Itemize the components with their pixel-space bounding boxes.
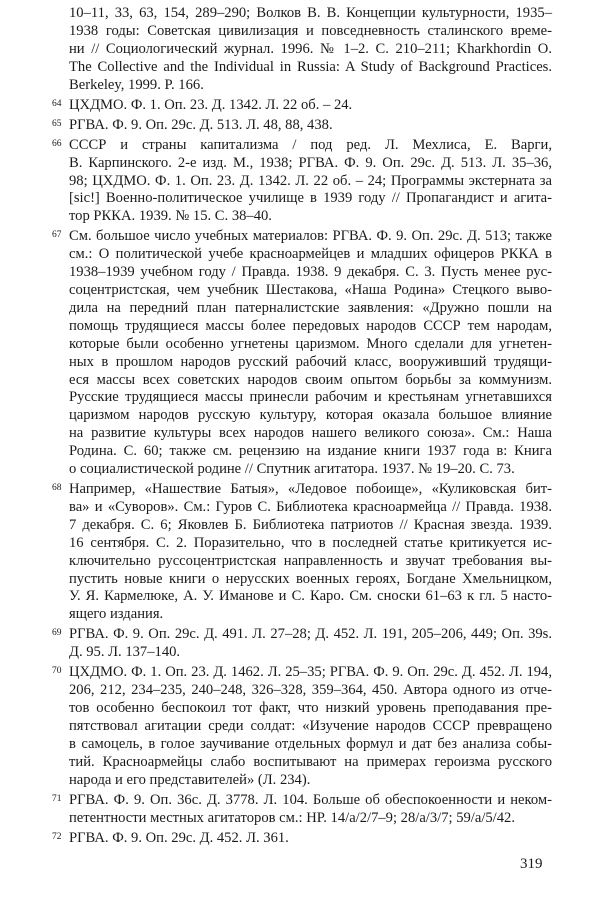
footnote-line: соцентристская, чем учебник Шестакова, «Наша Родина» Стецкого выво- xyxy=(69,282,552,299)
footnote-line: которые были особенно угнетены царизмом. Много сделали для угнетен- xyxy=(69,335,552,352)
footnote-number: 66 xyxy=(52,138,62,149)
footnote-line: 206, 212, 234–235, 240–248, 326–328, 359–364, 450. Автора одного из отче- xyxy=(69,682,552,699)
footnote-line: 10–11, 33, 63, 154, 289–290; Волков В. В. Концепции культурности, 1935– xyxy=(69,5,552,21)
footnote-line: ни // Социологический журнал. 1996. № 1–2. С. 210–211; Kharkhordin O. xyxy=(69,40,552,57)
footnote-number: 71 xyxy=(52,793,62,804)
footnote-line: Berkeley, 1999. P. 166. xyxy=(69,76,204,93)
footnote xyxy=(52,116,552,135)
footnote-number: 68 xyxy=(52,483,62,494)
footnote-line: РГВА. Ф. 9. Оп. 29с. Д. 513. Л. 48, 88, 438. xyxy=(69,116,333,133)
footnote-number: 70 xyxy=(52,666,62,677)
footnote-line: в самоцель, в голое заучивание отдельных формул и дат без анализа собы- xyxy=(69,735,552,752)
footnote xyxy=(69,5,552,94)
footnote-line: У. Я. Кармелюке, А. У. Иманове и С. Каро. См. сноски 61–63 к гл. 5 насто- xyxy=(69,588,552,605)
footnote-line: СССР и страны капитализма / под ред. Л. Мехлиса, Е. Варги, xyxy=(69,136,552,153)
footnote xyxy=(52,829,552,848)
footnote-line: Например, «Нашествие Батыя», «Ледовое побоище», «Куликовская бит- xyxy=(69,481,552,498)
footnotes-block xyxy=(52,5,552,850)
footnote-line: тов особенно беспокоил тот факт, что низкий уровень преподавания пре- xyxy=(69,700,552,717)
page-number: 319 xyxy=(520,856,543,872)
footnote-line: 98; ЦХДМО. Ф. 1. Оп. 23. Д. 1342. Л. 22 об. – 24; Программы экстерната за xyxy=(69,172,552,189)
footnote-line: петентности местных агитаторов см.: HP. 14/a/2/7–9; 28/a/3/7; 59/a/5/42. xyxy=(69,809,515,826)
footnote-line: РГВА. Ф. 9. Оп. 36с. Д. 3778. Л. 104. Больше об обеспокоенности и неком- xyxy=(69,791,552,808)
footnote-line: РГВА. Ф. 9. Оп. 29с. Д. 491. Л. 27–28; Д. 452. Л. 191, 205–206, 449; Оп. 39s. xyxy=(69,626,552,643)
footnote-line: пустить новые книги о нерусских военных героях, Богдане Хмельницком, xyxy=(69,570,552,587)
footnote-line: Родина. С. 60; также см. рецензию на издание книги 1937 года в: Книга xyxy=(69,443,552,460)
footnote-line: РГВА. Ф. 9. Оп. 29с. Д. 452. Л. 361. xyxy=(69,829,289,846)
footnote-line: помощь трудящиеся массы более передовых народов СССР тем народам, xyxy=(69,317,552,334)
footnote-line: См. большое число учебных материалов: РГВА. Ф. 9. Оп. 29с. Д. 513; также xyxy=(69,228,552,245)
footnote-line: 16 сентября. С. 2. Поразительно, что в последней статье критикуется ис- xyxy=(69,534,552,551)
footnote xyxy=(52,228,552,478)
footnote-line: тор РККА. 1939. № 15. С. 38–40. xyxy=(69,208,272,225)
footnote-line: В. Карпинского. 2-е изд. М., 1938; РГВА. Ф. 9. Оп. 29с. Д. 513. Л. 35–36, xyxy=(69,154,552,171)
footnote-line: The Collective and the Individual in Russia: A Study of Background Practices. xyxy=(69,58,552,75)
footnote-line: пятствовал агитации среди солдат: «Изучение народов СССР превращено xyxy=(69,718,552,735)
footnote xyxy=(52,96,552,115)
footnote-line: ЦХДМО. Ф. 1. Оп. 23. Д. 1342. Л. 22 об. – 24. xyxy=(69,96,353,113)
footnote-number: 67 xyxy=(52,230,62,241)
footnote xyxy=(52,481,552,624)
footnote xyxy=(52,626,552,662)
footnote-line: см.: О политической учебе красноармейцев и младших офицеров РККА в xyxy=(69,246,552,263)
footnote xyxy=(52,664,552,789)
footnote-line: Д. 95. Л. 137–140. xyxy=(69,644,181,661)
footnote-line: 1938–1939 учебном году / Правда. 1938. 9 декабря. С. 3. Пусть менее рус- xyxy=(69,264,552,281)
footnote-number: 64 xyxy=(52,98,62,109)
footnote-number: 69 xyxy=(52,628,62,639)
footnote-line: царизмом народов русскую культуру, которая оказала большое влияние xyxy=(69,407,552,424)
footnote-line: ных в прошлом народов русский рабочий класс, вооруживший трудящи- xyxy=(69,353,552,370)
footnote-line: тий. Красноармейцы слабо воспитывают на примерах героизма русского xyxy=(69,753,552,770)
footnote-line: Русские трудящиеся массы принесли рабочим и крестьянам угнетавшихся xyxy=(69,389,552,406)
footnote-line: [sic!] Военно-политическое училище в 1939 году // Пропагандист и агита- xyxy=(69,190,552,207)
footnote-number: 72 xyxy=(52,831,62,842)
footnote xyxy=(52,136,552,226)
footnote-line: народа и его представителей» (Л. 234). xyxy=(69,771,311,788)
footnote-line: на развитие культуры всех народов нашего великого союза». См.: Наша xyxy=(69,425,552,442)
footnote-line: 1938 годы: Советская цивилизация и повседневность сталинского време- xyxy=(69,22,552,39)
footnote-line: 7 декабря. С. 6; Яковлев Б. Библиотека патриотов // Красная звезда. 1939. xyxy=(69,516,552,533)
footnote-line: ключительно руссоцентристская направленность и звучат требования вы- xyxy=(69,552,552,569)
footnote-line: еся массы всех советских народов своим опытом борьбы за коммунизм. xyxy=(69,371,552,388)
footnote-number: 65 xyxy=(52,118,62,129)
footnote-line: ЦХДМО. Ф. 1. Оп. 23. Д. 1462. Л. 25–35; РГВА. Ф. 9. Оп. 29с. Д. 452. Л. 194, xyxy=(69,664,552,681)
footnote-line: ва» и «Суворов». См.: Гуров С. Библиотека красноармейца // Правда. 1938. xyxy=(69,498,552,515)
footnote-line: дила на передний план патерналистские заявления: «Дружно пошли на xyxy=(69,300,552,316)
footnote xyxy=(52,791,552,828)
footnote-line: о социалистической родине // Спутник агитатора. 1937. № 19–20. С. 73. xyxy=(69,461,515,478)
footnote-line: ящего издания. xyxy=(69,606,164,623)
